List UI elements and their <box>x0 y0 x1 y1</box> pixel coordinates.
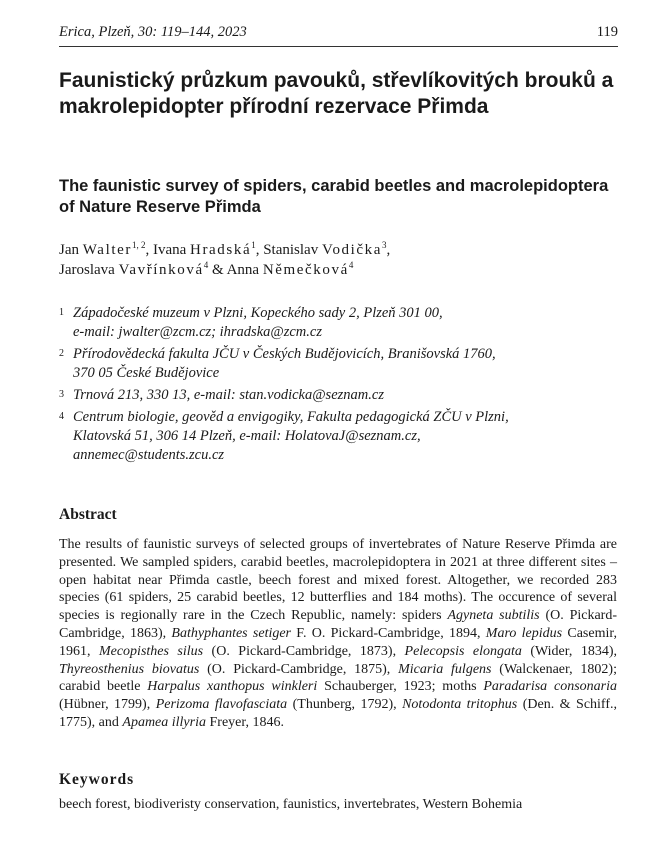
abstract-text: (Hübner, 1799), <box>59 697 156 713</box>
species-name: Bathyphantes setiger <box>171 625 292 641</box>
author-separator: & <box>208 262 227 278</box>
title-english: The faunistic survey of spiders, carabid beetles and macrolepidoptera of Nature Reserve Přimda <box>59 177 609 216</box>
abstract-text: (O. Pickard-Cambridge, 1873), <box>203 643 405 659</box>
affiliation-item <box>59 386 619 405</box>
page-number: 119 <box>596 24 618 40</box>
abstract-text: Schauberger, 1923; moths <box>317 679 484 695</box>
abstract-text: F. O. Pickard-Cambridge, 1894, <box>291 625 486 641</box>
abstract-text: (O. Pickard-Cambridge, 1875), <box>199 661 399 677</box>
affiliation-item <box>59 304 619 342</box>
author-affil-ref: 1 <box>251 240 256 250</box>
species-name: Notodonta tritophus <box>402 697 518 713</box>
author-given: Ivana <box>152 242 187 258</box>
header-rule <box>59 46 618 47</box>
abstract-text: (Thunberg, 1792), <box>287 697 403 713</box>
abstract-text: (O. Pickard-Cambridge, 1863), <box>59 608 618 641</box>
abstract-text: (Den. & Schiff., 1775), and <box>59 697 618 730</box>
affiliation-number: 2 <box>59 348 64 359</box>
species-name: Micaria fulgens <box>398 661 492 677</box>
species-name: Agyneta subtilis <box>447 608 540 624</box>
affiliation-line: 370 05 České Budějovice <box>73 365 220 381</box>
affiliations <box>59 304 619 468</box>
journal-citation: Erica, Plzeň, 30: 119–144, 2023 <box>59 24 247 40</box>
title-czech: Faunistický průzkum pavouků, střevlíkovitých brouků a makrolepidopter přírodní rezervace Přimda <box>59 69 614 118</box>
author-surname: Vodička <box>321 242 383 258</box>
author-separator: , <box>145 242 153 258</box>
affiliation-line: Centrum biologie, geověd a envigogiky, Fakulta pedagogická ZČU v Plzni, <box>73 409 509 425</box>
affiliation-number: 4 <box>59 411 64 422</box>
author-affil-ref: 4 <box>203 260 209 270</box>
author-affil-ref: 4 <box>348 260 354 270</box>
affiliation-line: Přírodovědecká fakulta JČU v Českých Budějovicích, Branišovská 1760, <box>73 346 496 362</box>
abstract-text: (Wider, 1834), <box>521 643 617 659</box>
abstract-text: (Walckenaer, 1802); carabid beetle <box>59 661 617 695</box>
species-name: Pelecopsis elongata <box>404 643 522 659</box>
affiliation-line: Trnová 213, 330 13, e-mail: stan.vodicka@seznam.cz <box>73 387 384 403</box>
author-surname: Walter <box>82 242 132 258</box>
species-name: Harpalus xanthopus winkleri <box>147 679 318 695</box>
author-given: Jan <box>59 242 79 258</box>
abstract-heading: Abstract <box>59 506 117 523</box>
affiliation-line: annemec@students.zcu.cz <box>73 447 225 463</box>
affiliation-line: e-mail: jwalter@zcm.cz; ihradska@zcm.cz <box>73 324 322 340</box>
affiliation-line: Klatovská 51, 306 14 Plzeň, e-mail: HolatovaJ@seznam.cz, <box>73 428 421 444</box>
affiliation-item <box>59 408 619 465</box>
affiliation-number: 3 <box>59 389 64 400</box>
running-head <box>59 24 618 44</box>
abstract-text: Casemir, 1961, <box>59 625 617 659</box>
affiliation-number: 1 <box>59 307 64 318</box>
author-separator: , <box>386 242 391 258</box>
affiliation-item <box>59 345 619 383</box>
species-name: Paradarisa consonaria <box>483 679 617 695</box>
abstract-text: Freyer, 1846. <box>206 714 284 730</box>
species-name: Maro lepidus <box>485 625 563 641</box>
author-affil-ref: 1, 2 <box>131 240 146 250</box>
keywords-heading: Keywords <box>59 771 135 788</box>
keywords-text: beech forest, biodiveristy conservation, faunistics, invertebrates, Western Bohemia <box>59 797 523 812</box>
author-given: Anna <box>226 262 260 278</box>
author-affil-ref: 3 <box>382 240 387 250</box>
abstract-body <box>59 536 617 732</box>
author-list <box>59 240 619 280</box>
author-given: Stanislav <box>263 242 319 258</box>
species-name: Thyreosthenius biovatus <box>59 661 200 677</box>
author-surname: Němečková <box>262 262 349 278</box>
species-name: Mecopisthes silus <box>98 643 204 659</box>
author-separator: , <box>255 242 264 258</box>
author-surname: Hradská <box>190 242 252 258</box>
author-given: Jaroslava <box>59 262 115 278</box>
abstract-text: The results of faunistic surveys of selected groups of invertebrates of Nature Reserve Přimda are presented. We sampled spiders, carabid beetles, macrolepidoptera in 2021 at three different sites – open habitat near Přimda castle, beech forest and mixed forest. Altogether, we recorded 283 species (61 spiders, 25 carabid beetles, 12 butterflies and 184 moths). The occurence of several species is regionally rare in the Czech Republic, namely: spiders <box>59 537 617 624</box>
author-surname: Vavřínková <box>118 262 204 278</box>
species-name: Apamea illyria <box>122 714 206 730</box>
affiliation-line: Západočeské muzeum v Plzni, Kopeckého sady 2, Plzeň 301 00, <box>73 305 443 321</box>
species-name: Perizoma flavofasciata <box>155 697 288 713</box>
